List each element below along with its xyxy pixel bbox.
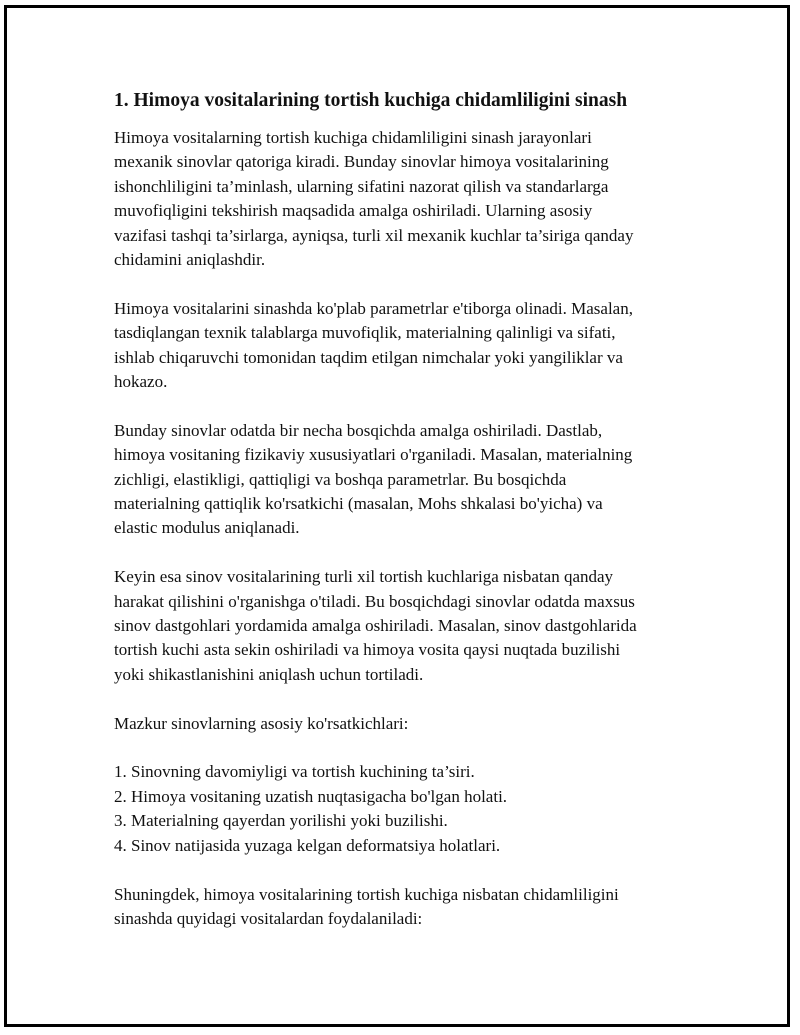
text-line: zichligi, elastikligi, qattiqligi va boshqa parametrlar. Bu bosqichda: [114, 469, 567, 489]
text-line: ishlab chiqaruvchi tomonidan taqdim etilgan nimchalar yoki yangiliklar va: [114, 347, 623, 367]
text-line: ishonchliligini ta’minlash, ularning sifatini nazorat qilish va standarlarga: [114, 176, 609, 196]
text-line: sinov dastgohlari yordamida amalga oshiriladi. Masalan, sinov dastgohlarida: [114, 616, 637, 636]
text-line: himoya vositaning fizikaviy xususiyatlari o'rganiladi. Masalan, materialning: [114, 445, 633, 465]
text-line: yoki shikastlanishini aniqlash uchun tortiladi.: [114, 664, 424, 684]
text-line: muvofiqligini tekshirish maqsadida amalga oshiriladi. Ularning asosiy: [114, 201, 593, 221]
paragraph-stages: [114, 419, 694, 541]
paragraph-indicators-heading: Mazkur sinovlarning asosiy ko'rsatkichlari:: [114, 713, 409, 733]
list-item: 3. Materialning qayerdan yorilishi yoki buzilishi.: [114, 811, 448, 831]
indicators-list: [114, 760, 694, 858]
text-line: vazifasi tashqi ta’sirlarga, ayniqsa, turli xil mexanik kuchlar ta’siriga qanday: [114, 225, 634, 245]
paragraph-parameters: [114, 297, 694, 395]
text-line: tasdiqlangan texnik talablarga muvofiqlik, materialning qalinligi va sifati,: [114, 323, 616, 343]
text-line: tortish kuchi asta sekin oshiriladi va himoya vosita qaysi nuqtada buzilishi: [114, 640, 621, 660]
text-line: chidamini aniqlashdir.: [114, 250, 266, 270]
text-line: hokazo.: [114, 372, 168, 392]
text-line: elastic modulus aniqlanadi.: [114, 518, 300, 538]
list-item: 2. Himoya vositaning uzatish nuqtasigacha bo'lgan holati.: [114, 786, 508, 806]
text-line: Keyin esa sinov vositalarining turli xil tortish kuchlariga nisbatan qanday: [114, 567, 614, 587]
text-line: harakat qilishini o'rganishga o'tiladi. Bu bosqichdagi sinovlar odatda maxsus: [114, 591, 635, 611]
text-line: mexanik sinovlar qatoriga kiradi. Bunday sinovlar himoya vositalarining: [114, 152, 609, 172]
section-title: 1. Himoya vositalarining tortish kuchiga chidamliligini sinash: [114, 90, 628, 111]
document-body: [114, 88, 694, 956]
text-line: Himoya vositalarning tortish kuchiga chidamliligini sinash jarayonlari: [114, 128, 592, 147]
paragraph-tools: [114, 883, 694, 932]
paragraph-intro: [114, 126, 694, 272]
list-item: 1. Sinovning davomiyligi va tortish kuchining ta’siri.: [114, 762, 475, 782]
text-line: sinashda quyidagi vositalardan foydalaniladi:: [114, 908, 423, 928]
text-line: Himoya vositalarini sinashda ko'plab parametrlar e'tiborga olinadi. Masalan,: [114, 298, 633, 318]
paragraph-testing: [114, 565, 694, 687]
text-line: Shuningdek, himoya vositalarining tortish kuchiga nisbatan chidamliligini: [114, 884, 619, 904]
list-item: 4. Sinov natijasida yuzaga kelgan deformatsiya holatlari.: [114, 835, 501, 855]
text-line: Bunday sinovlar odatda bir necha bosqichda amalga oshiriladi. Dastlab,: [114, 420, 603, 440]
text-line: materialning qattiqlik ko'rsatkichi (masalan, Mohs shkalasi bo'yicha) va: [114, 494, 603, 514]
